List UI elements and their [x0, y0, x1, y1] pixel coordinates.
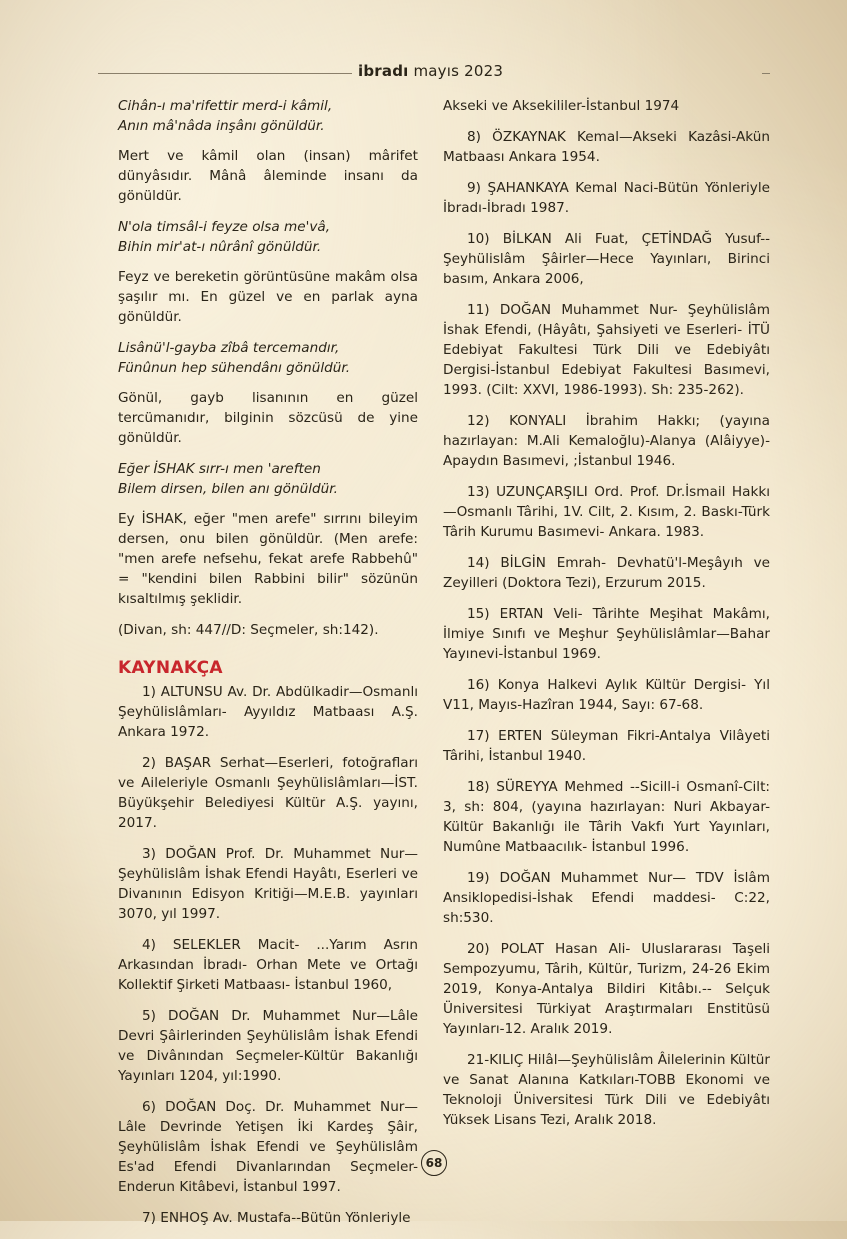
reference-item: 20) POLAT Hasan Ali- Uluslararası Taşeli Sempozyumu, Târih, Kültür, Turizm, 24-26 Ekim 2019, Konya-Antalya Bildiri Kitâbı.-- Selçuk Üniversitesi Türkiyat Araştırmaları Enstitüsü Yayınları-12. Aralık 2019.	[443, 941, 770, 1037]
section-title-kaynakca: KAYNAKÇA	[118, 658, 223, 678]
header-title	[358, 62, 503, 80]
header-rule-right	[762, 73, 770, 74]
reference-item: 5) DOĞAN Dr. Muhammet Nur—Lâle Devri Şâirlerinden Şeyhülislâm İshak Efendi ve Divânından Seçmeler-Kültür Bakanlığı Yayınları 1204, yıl:1990.	[118, 1008, 418, 1084]
header-rule-left	[98, 73, 352, 74]
reference-continuation: Akseki ve Aksekililer-İstanbul 1974	[443, 98, 680, 114]
verse-1	[118, 96, 418, 136]
header-brand: ibradı	[358, 62, 409, 80]
reference-item: 18) SÜREYYA Mehmed --Sicill-i Osmanî-Cilt: 3, sh: 804, (yayına hazırlayan: Nuri Akbayar-Kültür Bakanlığı ile Târih Vakfı Yurt Yayınları, Numûne Matbaacılık- İstanbul 1996.	[443, 779, 770, 855]
verse-line: Fünûnun hep sühendânı gönüldür.	[118, 360, 351, 376]
verse-2	[118, 217, 418, 257]
reference-item: 10) BİLKAN Ali Fuat, ÇETİNDAĞ Yusuf--Şeyhülislâm Şâirler—Hece Yayınları, Birinci basım, Ankara 2006,	[443, 231, 770, 287]
paragraph: Mert ve kâmil olan (insan) mârifet dünyâsıdır. Mânâ âleminde insanı da gönüldür.	[118, 148, 418, 204]
reference-item: 8) ÖZKAYNAK Kemal—Akseki Kazâsi-Akün Matbaası Ankara 1954.	[443, 129, 770, 165]
reference-item: 16) Konya Halkevi Aylık Kültür Dergisi- Yıl V11, Mayıs-Hazîran 1944, Sayı: 67-68.	[443, 677, 770, 713]
reference-item: 19) DOĞAN Muhammet Nur— TDV İslâm Ansiklopedisi-İshak Efendi maddesi- C:22, sh:530.	[443, 870, 770, 926]
verse-4	[118, 459, 418, 499]
verse-line: N'ola timsâl-i feyze olsa me'vâ,	[118, 219, 331, 235]
reference-item: 1) ALTUNSU Av. Dr. Abdülkadir—Osmanlı Şeyhülislâmları- Ayyıldız Matbaası A.Ş. Ankara 1972.	[118, 684, 418, 740]
reference-item: 11) DOĞAN Muhammet Nur- Şeyhülislâm İshak Efendi, (Hâyâtı, Şahsiyeti ve Eserleri- İTÜ Edebiyat Fakultesi Türk Dili ve Edebiyâtı Dergisi-İstanbul Edebiyat Fakultesi Basımevi, 1993. (Cilt: XXVI, 1986-1993). Sh: 235-262).	[443, 302, 770, 398]
verse-3	[118, 338, 418, 378]
reference-item: 13) UZUNÇARŞILI Ord. Prof. Dr.İsmail Hakkı—Osmanlı Târihi, 1V. Cilt, 2. Kısım, 2. Baskı-Türk Târih Kurumu Basımevi- Ankara. 1983.	[443, 484, 770, 540]
reference-item: 4) SELEKLER Macit- ...Yarım Asrın Arkasından İbradı- Orhan Mete ve Ortağı Kollektif Şirketi Matbaası- İstanbul 1960,	[118, 937, 418, 993]
paragraph: Ey İSHAK, eğer "men arefe" sırrını bileyim dersen, onu bilen gönüldür. (Men arefe: "men arefe nefsehu, fekat arefe Rabbehû" = "kendini bilen Rabbini bilir" sözünün kısaltılmış şeklidir.	[118, 511, 418, 607]
reference-item: 6) DOĞAN Doç. Dr. Muhammet Nur—Lâle Devrinde Yetişen İki Kardeş Şâir, Şeyhülislâm İshak Efendi ve Şeyhülislâm Es'ad Efendi Divanlarından Seçmeler-Enderun Kitâbevi, İstanbul 1997.	[118, 1099, 418, 1195]
paragraph: Gönül, gayb lisanının en güzel tercümanıdır, bilginin sözcüsü de yine gönüldür.	[118, 390, 418, 446]
header-date: mayıs 2023	[413, 62, 504, 80]
left-column	[118, 96, 418, 1239]
reference-item: 15) ERTAN Veli- Târihte Meşihat Makâmı, İlmiye Sınıfı ve Meşhur Şeyhülislâmlar—Bahar Yayınevi-İstanbul 1969.	[443, 606, 770, 662]
verse-line: Lisânü'l-gayba zîbâ tercemandır,	[118, 340, 340, 356]
page-header	[98, 62, 770, 84]
reference-item: 3) DOĞAN Prof. Dr. Muhammet Nur—Şeyhülislâm İshak Efendi Hayâtı, Eserleri ve Divanının Edisyon Kritiği—M.E.B. yayınları 3070, yıl 1997.	[118, 846, 418, 922]
right-column	[443, 96, 770, 1141]
reference-item: 9) ŞAHANKAYA Kemal Naci-Bütün Yönleriyle İbradı-İbradı 1987.	[443, 180, 770, 216]
citation: (Divan, sh: 447//D: Seçmeler, sh:142).	[118, 622, 379, 638]
verse-line: Cihân-ı ma'rifettir merd-i kâmil,	[118, 98, 333, 114]
verse-line: Bilem dirsen, bilen anı gönüldür.	[118, 481, 338, 497]
reference-item: 12) KONYALI İbrahim Hakkı; (yayına hazırlayan: M.Ali Kemaloğlu)-Alanya (Alâiyye)-Apaydın Basımevi, ;İstanbul 1946.	[443, 413, 770, 469]
reference-item: 21-KILIÇ Hilâl—Şeyhülislâm Âilelerinin Kültür ve Sanat Alanına Katkıları-TOBB Ekonomi ve Teknoloji Üniversitesi Türk Dili ve Edebiyâtı Yüksek Lisans Tezi, Aralık 2018.	[443, 1052, 770, 1128]
verse-line: Eğer İSHAK sırr-ı men 'areften	[118, 461, 321, 477]
reference-item: 14) BİLGİN Emrah- Devhatü'l-Meşâyıh ve Zeyilleri (Doktora Tezi), Erzurum 2015.	[443, 555, 770, 591]
reference-item: 2) BAŞAR Serhat—Eserleri, fotoğrafları ve Aileleriyle Osmanlı Şeyhülislâmları—İST. Büyükşehir Belediyesi Kültür A.Ş. yayını, 2017.	[118, 755, 418, 831]
reference-item: 7) ENHOŞ Av. Mustafa--Bütün Yönleriyle	[142, 1210, 411, 1226]
verse-line: Anın mâ'nâda inşânı gönüldür.	[118, 118, 325, 134]
page-number: 68	[421, 1150, 447, 1176]
verse-line: Bihin mir'at-ı nûrânî gönüldür.	[118, 239, 322, 255]
reference-item: 17) ERTEN Süleyman Fikri-Antalya Vilâyeti Târihi, İstanbul 1940.	[443, 728, 770, 764]
paragraph: Feyz ve bereketin görüntüsüne makâm olsa şaşılır mı. En güzel ve en parlak ayna gönüldür.	[118, 269, 418, 325]
